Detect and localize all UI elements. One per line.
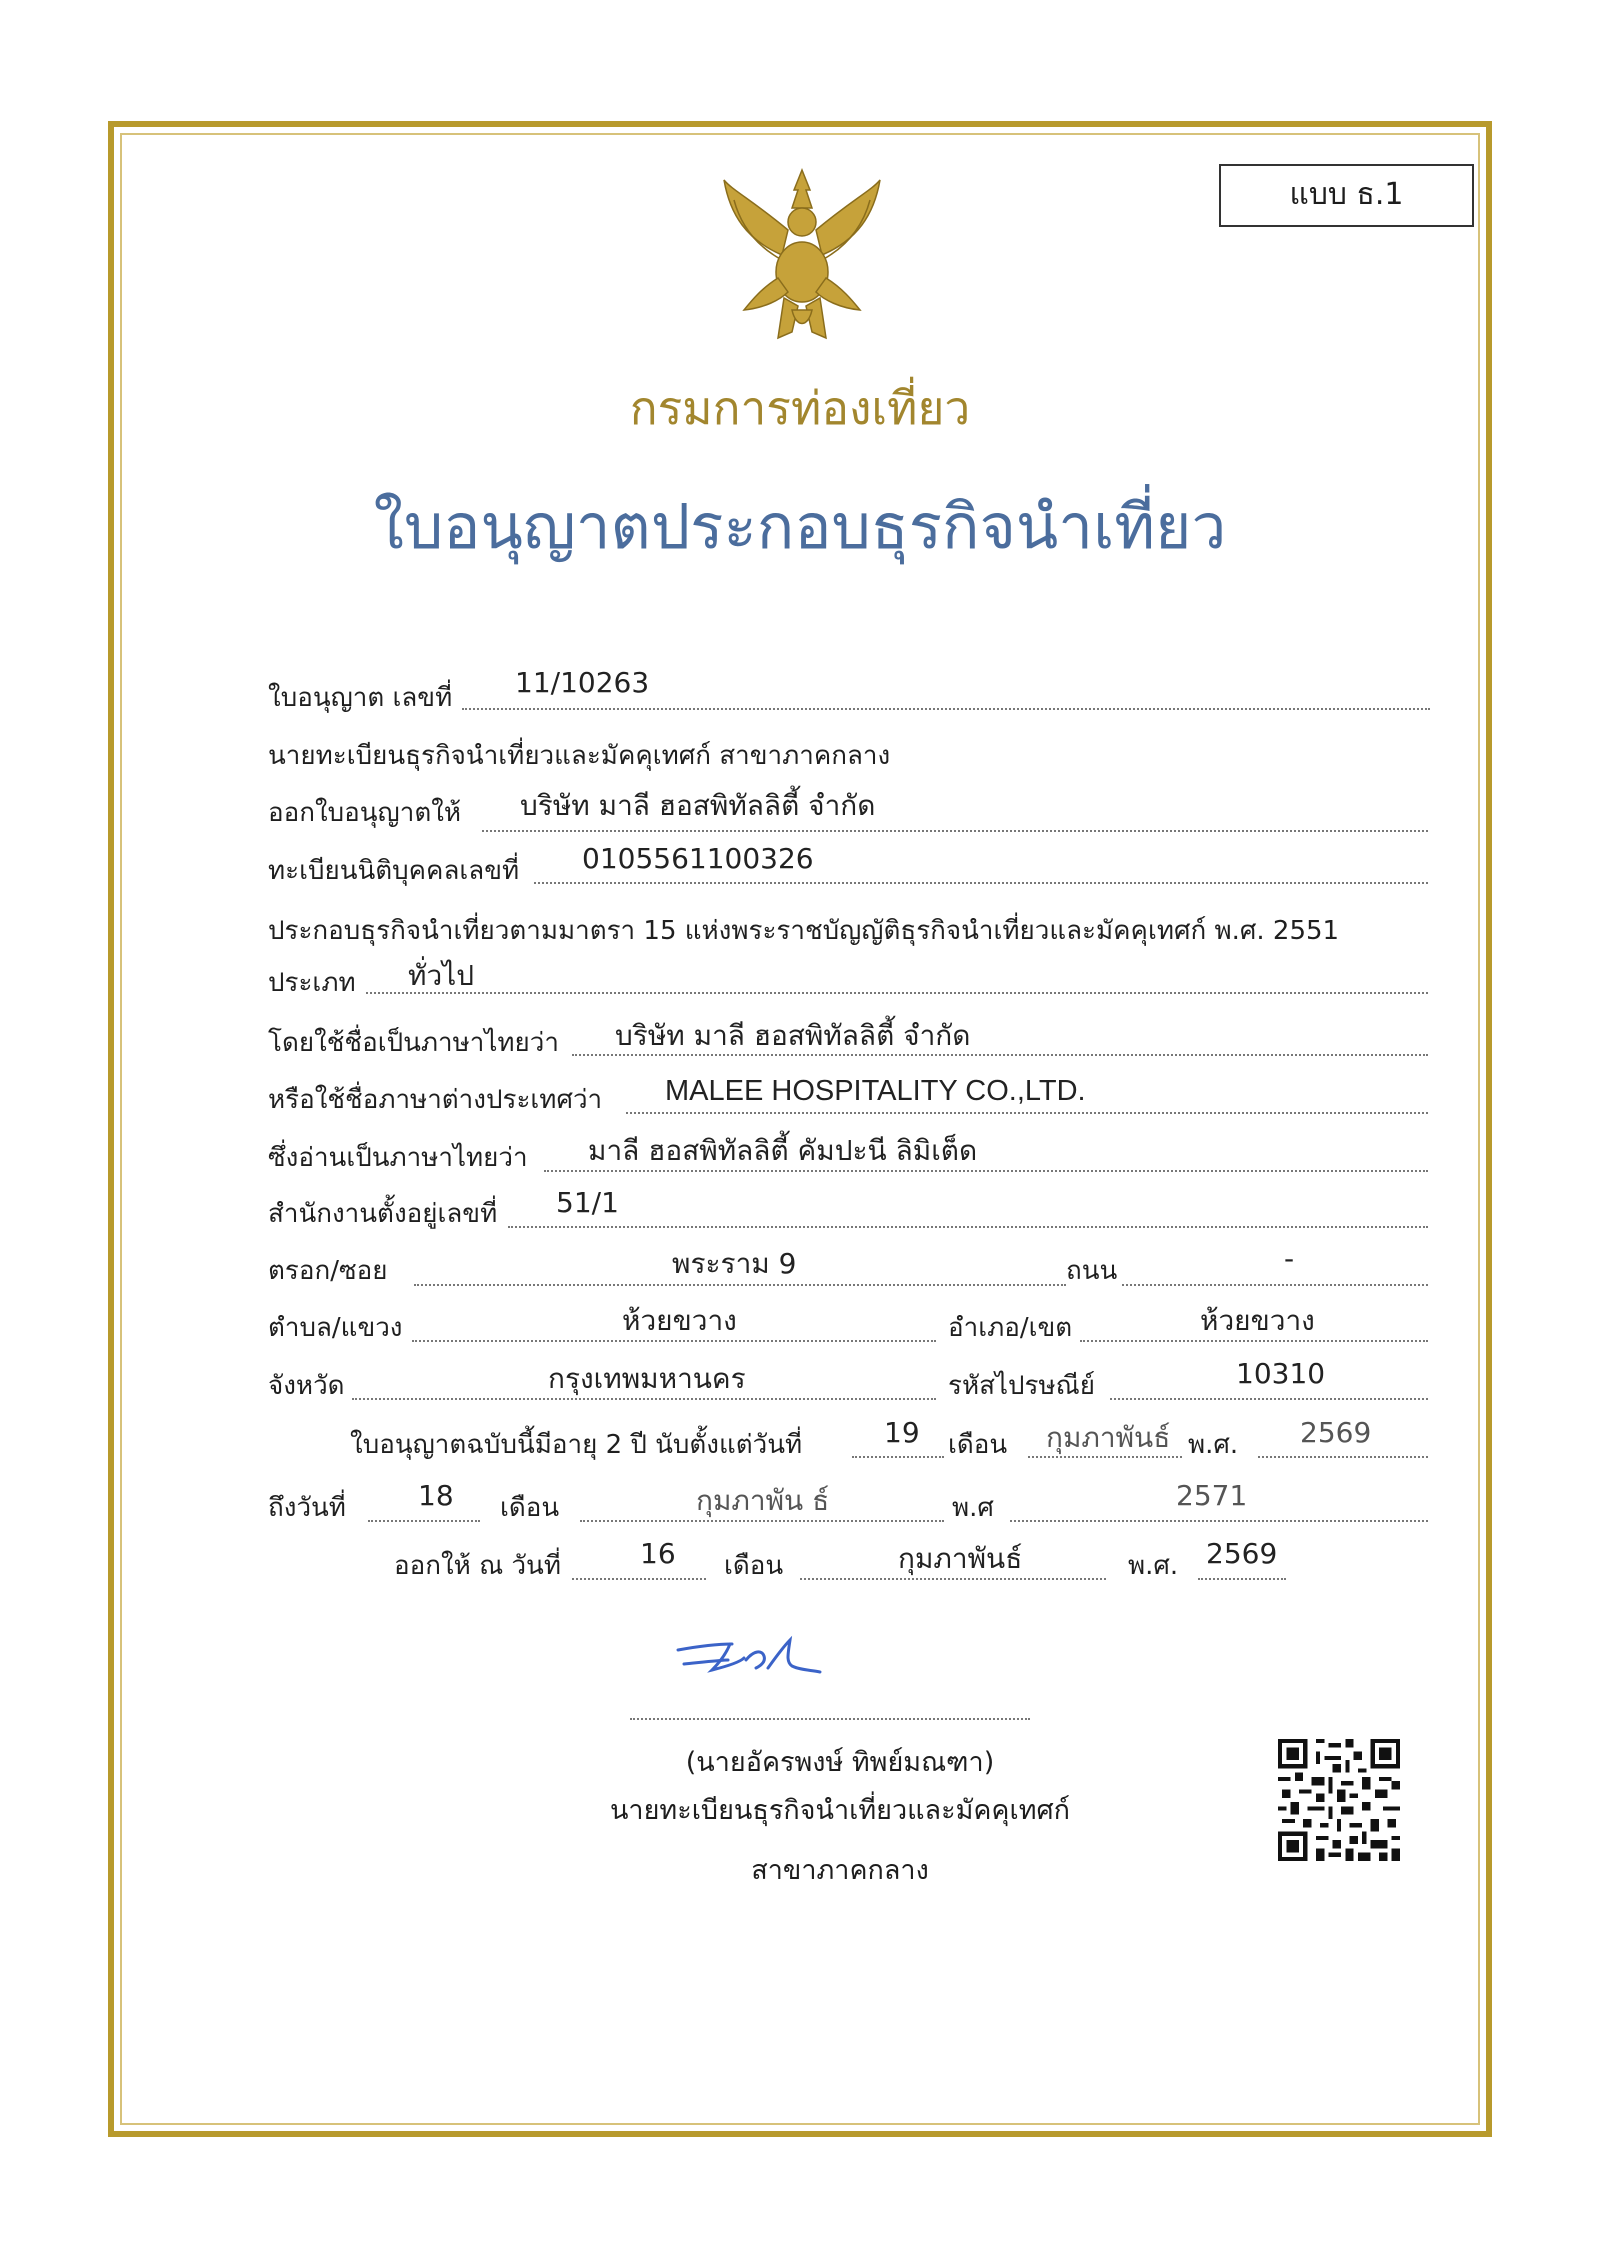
district-value: ห้วยขวาง: [1200, 1304, 1315, 1337]
issued-to-label: ออกใบอนุญาตให้: [268, 798, 462, 828]
start-year-label: พ.ศ.: [1188, 1430, 1239, 1460]
start-year: 2569: [1300, 1416, 1372, 1449]
issued-to-value: บริษัท มาลี ฮอสพิทัลลิตี้ จำกัด: [520, 789, 876, 822]
foreign-name-value: MALEE HOSPITALITY CO.,LTD.: [665, 1075, 1086, 1107]
postcode-label: รหัสไปรษณีย์: [948, 1371, 1096, 1401]
start-month-label: เดือน: [948, 1430, 1008, 1460]
type-line: [366, 992, 1428, 994]
certificate-title: ใบอนุญาตประกอบธุรกิจนำเที่ยว: [373, 490, 1227, 563]
signature-line: [630, 1718, 1030, 1720]
road-label: ถนน: [1066, 1256, 1118, 1286]
issued-year-label: พ.ศ.: [1128, 1551, 1179, 1581]
license-number-label: ใบอนุญาต เลขที่: [268, 683, 453, 713]
province-label: จังหวัด: [268, 1371, 345, 1401]
province-value: กรุงเทพมหานคร: [548, 1362, 746, 1395]
juristic-number: 0105561100326: [582, 842, 814, 875]
start-year-line: [1258, 1456, 1428, 1458]
subdistrict-value: ห้วยขวาง: [622, 1304, 737, 1337]
district-label: อำเภอ/เขต: [948, 1313, 1073, 1343]
issued-day-line: [572, 1578, 706, 1580]
foreign-name-label: หรือใช้ชื่อภาษาต่างประเทศว่า: [268, 1085, 603, 1115]
end-month: กุมภาพัน ธ์: [696, 1484, 830, 1517]
issued-month-label: เดือน: [724, 1551, 784, 1581]
registrar-signature: [670, 1632, 840, 1682]
act-line: ประกอบธุรกิจนำเที่ยวตามมาตรา 15 แห่งพระราชบัญญัติธุรกิจนำเที่ยวและมัคคุเทศก์ พ.ศ. 2551: [268, 916, 1340, 946]
thai-name-value: บริษัท มาลี ฮอสพิทัลลิตี้ จำกัด: [615, 1019, 971, 1052]
license-number: 11/10263: [515, 666, 650, 699]
foreign-name-line: [626, 1112, 1428, 1114]
issued-to-line: [482, 830, 1428, 832]
end-day-line: [368, 1520, 480, 1522]
license-number-line: [462, 708, 1430, 710]
juristic-line: [534, 882, 1428, 884]
reading-label: ซึ่งอ่านเป็นภาษาไทยว่า: [268, 1143, 528, 1173]
subdistrict-label: ตำบล/แขวง: [268, 1313, 403, 1343]
end-day: 18: [418, 1479, 454, 1512]
end-year-label: พ.ศ: [952, 1493, 994, 1523]
postcode-value: 10310: [1236, 1357, 1326, 1390]
issued-month: กุมภาพันธ์: [898, 1542, 1023, 1575]
type-value: ทั่วไป: [408, 959, 475, 992]
road-line: [1122, 1284, 1428, 1286]
road-value: -: [1284, 1242, 1295, 1275]
signatory-name: (นายอัครพงษ์ ทิพย์มณฑา): [685, 1747, 995, 1778]
issued-date-label: ออกให้ ณ วันที่: [394, 1551, 561, 1581]
juristic-label: ทะเบียนนิติบุคคลเลขที่: [268, 856, 520, 886]
type-label: ประเภท: [268, 968, 356, 998]
issued-year-line: [1198, 1578, 1286, 1580]
department-name: กรมการท่องเที่ยว: [629, 381, 971, 435]
end-year-line: [1010, 1520, 1428, 1522]
reading-value: มาลี ฮอสพิทัลลิตี้ คัมปะนี ลิมิเต็ด: [588, 1134, 978, 1167]
form-code-box: แบบ ธ.1: [1219, 164, 1474, 227]
office-line: [508, 1226, 1428, 1228]
end-day-label: ถึงวันที่: [268, 1493, 346, 1523]
validity-label: ใบอนุญาตฉบับนี้มีอายุ 2 ปี นับตั้งแต่วันที่: [350, 1430, 803, 1460]
postcode-line: [1110, 1398, 1428, 1400]
end-year: 2571: [1176, 1479, 1248, 1512]
signatory-position: นายทะเบียนธุรกิจนำเที่ยวและมัคคุเทศก์: [609, 1795, 1071, 1826]
office-number: 51/1: [556, 1186, 619, 1219]
end-month-label: เดือน: [500, 1493, 560, 1523]
garuda-emblem-icon: [722, 160, 882, 350]
registrar-line: นายทะเบียนธุรกิจนำเที่ยวและมัคคุเทศก์ สาขาภาคกลาง: [268, 741, 891, 771]
soi-value: พระราม 9: [672, 1247, 797, 1280]
qr-code-icon: [1278, 1739, 1400, 1861]
thai-name-label: โดยใช้ชื่อเป็นภาษาไทยว่า: [268, 1028, 559, 1058]
office-label: สำนักงานตั้งอยู่เลขที่: [268, 1199, 498, 1229]
start-day-line: [852, 1456, 944, 1458]
signatory-branch: สาขาภาคกลาง: [751, 1855, 929, 1886]
soi-label: ตรอก/ซอย: [268, 1256, 388, 1286]
start-month: กุมภาพันธ์: [1046, 1421, 1171, 1454]
issued-day: 16: [640, 1537, 676, 1570]
issued-year: 2569: [1206, 1537, 1278, 1570]
start-day: 19: [884, 1416, 920, 1449]
